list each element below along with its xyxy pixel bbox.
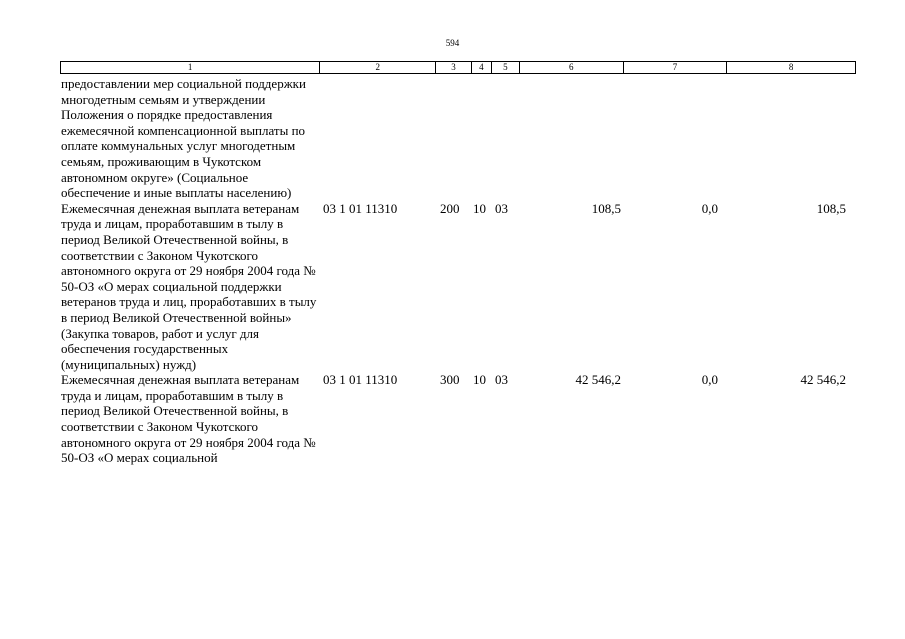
row-amount: 42 546,2 [575,372,621,388]
table-header [60,61,856,74]
row-name: предоставлении мер социальной поддержки многодетным семьям и утверждении Положения о порядке предоставления ежемесячной компенсационной выплаты по оплате коммунальных услуг многодетным семьям, проживающим в Чукотском автономном округе» (Социальное обеспечение и иные выплаты населению) [61,76,306,201]
row-total: 42 546,2 [800,372,846,388]
table-row [60,372,856,466]
header-col-5: 5 [492,62,520,73]
row-change [624,76,728,201]
row-vr [436,76,472,201]
row-pr [492,76,520,201]
header-col-4: 4 [472,62,492,73]
row-amount: 108,5 [591,200,621,216]
row-vr: 200 [440,200,460,216]
row-csr: 03 1 01 11310 [323,372,398,388]
row-pr: 03 [495,372,508,388]
table-row [60,201,856,373]
table-body [60,76,856,466]
row-pr: 03 [495,200,508,216]
row-csr: 03 1 01 11310 [323,200,398,216]
row-vr: 300 [440,372,460,388]
row-amount [520,76,624,201]
row-rz [472,76,492,201]
header-col-1: 1 [61,62,320,73]
row-change: 0,0 [701,200,718,216]
page-number: 594 [445,38,460,48]
header-col-3: 3 [436,62,472,73]
header-col-7: 7 [624,62,728,73]
row-total [728,76,856,201]
row-name: Ежемесячная денежная выплата ветеранам труда и лицам, проработавшим в тылу в период Великой Отечественной войны, в соответствии с Законом Чукотского автономного округа от 29 ноября 2004 года № 50-ОЗ «О мерах социальной поддержки ветеранов труда и лиц, проработавших в тылу в период Великой Отечественной войны» (Закупка товаров, работ и услуг для обеспечения государственных (муниципальных) нужд) [61,200,317,372]
row-rz: 10 [473,372,486,388]
header-col-8: 8 [788,62,794,72]
row-change: 0,0 [701,372,718,388]
row-rz: 10 [473,200,486,216]
header-col-6: 6 [520,62,624,73]
table-row [60,76,856,201]
row-csr [320,76,436,201]
row-name: Ежемесячная денежная выплата ветеранам труда и лицам, проработавшим в тылу в период Великой Отечественной войны, в соответствии с Законом Чукотского автономного округа от 29 ноября 2004 года № 50-ОЗ «О мерах социальной [61,372,316,466]
row-total: 108,5 [816,200,846,216]
header-col-2: 2 [320,62,436,73]
